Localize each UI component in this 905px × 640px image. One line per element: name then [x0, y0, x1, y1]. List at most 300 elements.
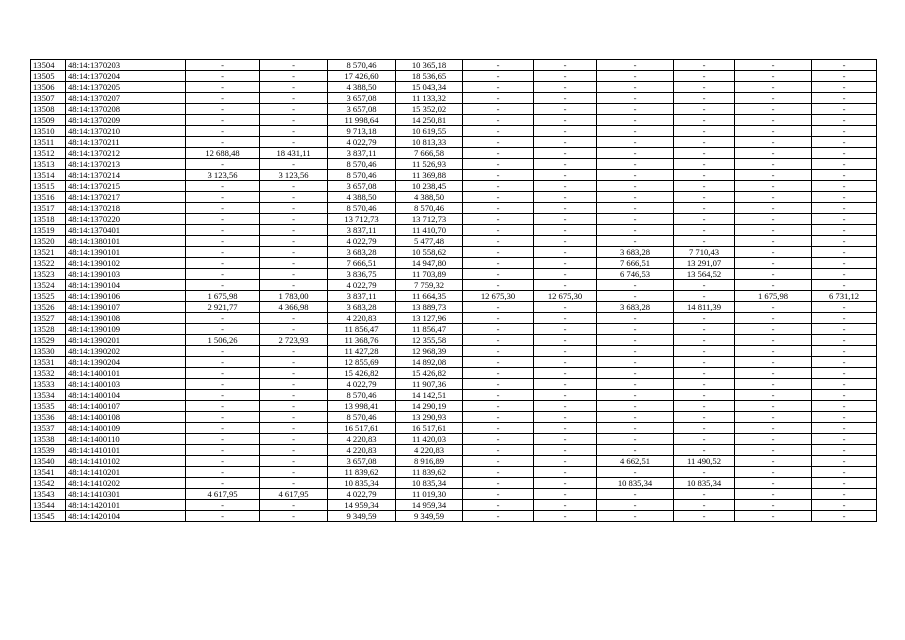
value-cell-6: -	[534, 148, 597, 159]
value-cell-9: -	[735, 170, 812, 181]
row-number-cell: 13512	[31, 148, 66, 159]
value-cell-3: 16 517,61	[328, 423, 396, 434]
value-cell-6: -	[534, 126, 597, 137]
cadastral-number-cell: 48:14:1390109	[66, 324, 186, 335]
value-cell-3: 3 657,08	[328, 181, 396, 192]
row-number-cell: 13519	[31, 225, 66, 236]
value-cell-5: -	[463, 280, 534, 291]
value-cell-7: -	[597, 236, 674, 247]
value-cell-10: -	[812, 104, 877, 115]
value-cell-8: -	[674, 71, 735, 82]
value-cell-5: -	[463, 203, 534, 214]
value-cell-10: -	[812, 434, 877, 445]
value-cell-9: -	[735, 225, 812, 236]
value-cell-5: -	[463, 467, 534, 478]
value-cell-5: -	[463, 126, 534, 137]
value-cell-6: -	[534, 214, 597, 225]
value-cell-8: 11 490,52	[674, 456, 735, 467]
value-cell-5: -	[463, 82, 534, 93]
value-cell-4: 14 250,81	[396, 115, 463, 126]
value-cell-4: 11 133,32	[396, 93, 463, 104]
value-cell-2: -	[260, 346, 328, 357]
row-number-cell: 13530	[31, 346, 66, 357]
table-row	[31, 225, 877, 236]
value-cell-9: -	[735, 203, 812, 214]
value-cell-2: -	[260, 313, 328, 324]
value-cell-4: 13 290,93	[396, 412, 463, 423]
value-cell-9: 1 675,98	[735, 291, 812, 302]
value-cell-5: -	[463, 170, 534, 181]
value-cell-8: 13 564,52	[674, 269, 735, 280]
value-cell-2: -	[260, 126, 328, 137]
value-cell-7: -	[597, 412, 674, 423]
cadastral-number-cell: 48:14:1390102	[66, 258, 186, 269]
value-cell-8: -	[674, 368, 735, 379]
value-cell-7: 3 683,28	[597, 247, 674, 258]
value-cell-7: 6 746,53	[597, 269, 674, 280]
value-cell-1: -	[186, 401, 260, 412]
value-cell-9: -	[735, 423, 812, 434]
value-cell-3: 14 959,34	[328, 500, 396, 511]
cadastral-number-cell: 48:14:1410301	[66, 489, 186, 500]
cadastral-number-cell: 48:14:1400104	[66, 390, 186, 401]
value-cell-5: -	[463, 93, 534, 104]
value-cell-3: 4 022,79	[328, 379, 396, 390]
value-cell-1: -	[186, 500, 260, 511]
value-cell-6: -	[534, 225, 597, 236]
row-number-cell: 13524	[31, 280, 66, 291]
table-row	[31, 159, 877, 170]
value-cell-3: 11 368,76	[328, 335, 396, 346]
value-cell-2: -	[260, 269, 328, 280]
value-cell-2: -	[260, 324, 328, 335]
value-cell-10: -	[812, 71, 877, 82]
table-row	[31, 291, 877, 302]
value-cell-8: -	[674, 335, 735, 346]
value-cell-2: -	[260, 258, 328, 269]
value-cell-7: -	[597, 324, 674, 335]
value-cell-2: -	[260, 192, 328, 203]
value-cell-9: -	[735, 159, 812, 170]
value-cell-6: -	[534, 269, 597, 280]
table-row	[31, 104, 877, 115]
value-cell-10: -	[812, 159, 877, 170]
value-cell-2: -	[260, 203, 328, 214]
value-cell-8: -	[674, 170, 735, 181]
table-row	[31, 258, 877, 269]
value-cell-4: 14 892,08	[396, 357, 463, 368]
value-cell-9: -	[735, 247, 812, 258]
value-cell-4: 13 712,73	[396, 214, 463, 225]
value-cell-5: -	[463, 423, 534, 434]
cadastral-number-cell: 48:14:1370401	[66, 225, 186, 236]
row-number-cell: 13541	[31, 467, 66, 478]
table-row	[31, 390, 877, 401]
table-row	[31, 203, 877, 214]
value-cell-5: -	[463, 148, 534, 159]
value-cell-9: -	[735, 445, 812, 456]
value-cell-7: -	[597, 137, 674, 148]
value-cell-3: 3 683,28	[328, 302, 396, 313]
value-cell-8: -	[674, 291, 735, 302]
value-cell-1: -	[186, 423, 260, 434]
value-cell-5: -	[463, 159, 534, 170]
value-cell-1: -	[186, 115, 260, 126]
value-cell-2: -	[260, 247, 328, 258]
value-cell-1: 3 123,56	[186, 170, 260, 181]
value-cell-4: 11 526,93	[396, 159, 463, 170]
value-cell-4: 11 856,47	[396, 324, 463, 335]
value-cell-2: -	[260, 390, 328, 401]
value-cell-9: -	[735, 500, 812, 511]
value-cell-3: 11 856,47	[328, 324, 396, 335]
value-cell-7: -	[597, 423, 674, 434]
value-cell-4: 5 477,48	[396, 236, 463, 247]
value-cell-3: 10 835,34	[328, 478, 396, 489]
value-cell-8: -	[674, 390, 735, 401]
table-row	[31, 313, 877, 324]
value-cell-2: -	[260, 467, 328, 478]
value-cell-4: 14 142,51	[396, 390, 463, 401]
value-cell-6: -	[534, 236, 597, 247]
value-cell-9: -	[735, 368, 812, 379]
value-cell-4: 4 220,83	[396, 445, 463, 456]
value-cell-1: -	[186, 368, 260, 379]
table-row	[31, 181, 877, 192]
cadastral-number-cell: 48:14:1370208	[66, 104, 186, 115]
value-cell-4: 14 947,80	[396, 258, 463, 269]
value-cell-10: -	[812, 302, 877, 313]
value-cell-2: -	[260, 115, 328, 126]
value-cell-4: 10 365,18	[396, 60, 463, 71]
value-cell-7: -	[597, 181, 674, 192]
value-cell-8: -	[674, 203, 735, 214]
value-cell-8: -	[674, 434, 735, 445]
value-cell-3: 4 388,50	[328, 192, 396, 203]
value-cell-2: 4 366,98	[260, 302, 328, 313]
value-cell-10: -	[812, 60, 877, 71]
table-row	[31, 115, 877, 126]
value-cell-1: -	[186, 93, 260, 104]
value-cell-8: -	[674, 93, 735, 104]
cadastral-number-cell: 48:14:1420101	[66, 500, 186, 511]
value-cell-4: 10 238,45	[396, 181, 463, 192]
value-cell-1: 4 617,95	[186, 489, 260, 500]
value-cell-10: -	[812, 511, 877, 522]
value-cell-10: -	[812, 148, 877, 159]
value-cell-1: 2 921,77	[186, 302, 260, 313]
value-cell-9: -	[735, 302, 812, 313]
value-cell-5: -	[463, 324, 534, 335]
value-cell-10: -	[812, 489, 877, 500]
table-row	[31, 137, 877, 148]
value-cell-10: -	[812, 456, 877, 467]
cadastral-number-cell: 48:14:1370203	[66, 60, 186, 71]
cadastral-number-cell: 48:14:1390202	[66, 346, 186, 357]
value-cell-4: 13 127,96	[396, 313, 463, 324]
value-cell-1: -	[186, 390, 260, 401]
cadastral-number-cell: 48:14:1400103	[66, 379, 186, 390]
value-cell-9: -	[735, 357, 812, 368]
value-cell-5: -	[463, 313, 534, 324]
row-number-cell: 13535	[31, 401, 66, 412]
value-cell-6: -	[534, 93, 597, 104]
value-cell-3: 3 837,11	[328, 148, 396, 159]
value-cell-5: -	[463, 346, 534, 357]
value-cell-2: -	[260, 500, 328, 511]
value-cell-6: -	[534, 203, 597, 214]
value-cell-7: -	[597, 313, 674, 324]
value-cell-4: 11 369,88	[396, 170, 463, 181]
row-number-cell: 13539	[31, 445, 66, 456]
cadastral-number-cell: 48:14:1370212	[66, 148, 186, 159]
value-cell-4: 15 426,82	[396, 368, 463, 379]
value-cell-9: -	[735, 148, 812, 159]
value-cell-6: -	[534, 456, 597, 467]
value-cell-8: -	[674, 225, 735, 236]
row-number-cell: 13526	[31, 302, 66, 313]
cadastral-number-cell: 48:14:1380101	[66, 236, 186, 247]
table-row	[31, 60, 877, 71]
value-cell-4: 11 703,89	[396, 269, 463, 280]
value-cell-8: -	[674, 357, 735, 368]
value-cell-4: 10 558,62	[396, 247, 463, 258]
table-row	[31, 500, 877, 511]
value-cell-8: -	[674, 379, 735, 390]
cadastral-value-table	[30, 59, 877, 522]
cadastral-number-cell: 48:14:1400109	[66, 423, 186, 434]
table-row	[31, 379, 877, 390]
value-cell-1: -	[186, 445, 260, 456]
value-cell-1: -	[186, 104, 260, 115]
table-row	[31, 192, 877, 203]
value-cell-7: 4 662,51	[597, 456, 674, 467]
cadastral-number-cell: 48:14:1410202	[66, 478, 186, 489]
value-cell-4: 11 410,70	[396, 225, 463, 236]
value-cell-5: -	[463, 368, 534, 379]
table-row	[31, 236, 877, 247]
value-cell-10: -	[812, 203, 877, 214]
value-cell-10: -	[812, 324, 877, 335]
value-cell-4: 7 759,32	[396, 280, 463, 291]
value-cell-10: 6 731,12	[812, 291, 877, 302]
value-cell-4: 15 043,34	[396, 82, 463, 93]
value-cell-7: -	[597, 346, 674, 357]
value-cell-7: -	[597, 401, 674, 412]
value-cell-1: -	[186, 137, 260, 148]
value-cell-7: -	[597, 379, 674, 390]
value-cell-5: -	[463, 379, 534, 390]
row-number-cell: 13520	[31, 236, 66, 247]
value-cell-2: -	[260, 181, 328, 192]
value-cell-2: -	[260, 93, 328, 104]
value-cell-9: -	[735, 181, 812, 192]
value-cell-7: -	[597, 280, 674, 291]
value-cell-3: 4 220,83	[328, 445, 396, 456]
value-cell-1: -	[186, 159, 260, 170]
table-row	[31, 445, 877, 456]
value-cell-4: 13 889,73	[396, 302, 463, 313]
value-cell-5: -	[463, 357, 534, 368]
value-cell-4: 16 517,61	[396, 423, 463, 434]
row-number-cell: 13508	[31, 104, 66, 115]
value-cell-6: -	[534, 313, 597, 324]
value-cell-6: -	[534, 379, 597, 390]
value-cell-8: -	[674, 181, 735, 192]
table-body	[31, 60, 877, 522]
row-number-cell: 13527	[31, 313, 66, 324]
value-cell-4: 14 290,19	[396, 401, 463, 412]
value-cell-10: -	[812, 445, 877, 456]
table-row	[31, 357, 877, 368]
value-cell-7: -	[597, 467, 674, 478]
table-row	[31, 456, 877, 467]
value-cell-2: -	[260, 225, 328, 236]
value-cell-10: -	[812, 93, 877, 104]
value-cell-7: 10 835,34	[597, 478, 674, 489]
value-cell-3: 4 388,50	[328, 82, 396, 93]
value-cell-5: -	[463, 478, 534, 489]
value-cell-7: 7 666,51	[597, 258, 674, 269]
value-cell-2: -	[260, 478, 328, 489]
value-cell-7: -	[597, 445, 674, 456]
value-cell-8: -	[674, 401, 735, 412]
value-cell-1: -	[186, 236, 260, 247]
row-number-cell: 13528	[31, 324, 66, 335]
value-cell-8: -	[674, 423, 735, 434]
value-cell-7: -	[597, 511, 674, 522]
value-cell-4: 18 536,65	[396, 71, 463, 82]
cadastral-number-cell: 48:14:1370218	[66, 203, 186, 214]
value-cell-1: -	[186, 478, 260, 489]
value-cell-7: -	[597, 214, 674, 225]
value-cell-6: -	[534, 82, 597, 93]
value-cell-3: 3 837,11	[328, 291, 396, 302]
row-number-cell: 13542	[31, 478, 66, 489]
value-cell-3: 3 657,08	[328, 104, 396, 115]
value-cell-10: -	[812, 280, 877, 291]
value-cell-10: -	[812, 181, 877, 192]
value-cell-9: -	[735, 115, 812, 126]
row-number-cell: 13506	[31, 82, 66, 93]
value-cell-10: -	[812, 467, 877, 478]
value-cell-2: -	[260, 71, 328, 82]
value-cell-10: -	[812, 368, 877, 379]
value-cell-9: -	[735, 467, 812, 478]
value-cell-6: -	[534, 423, 597, 434]
value-cell-7: -	[597, 291, 674, 302]
value-cell-6: -	[534, 137, 597, 148]
value-cell-5: -	[463, 511, 534, 522]
value-cell-2: -	[260, 434, 328, 445]
value-cell-10: -	[812, 115, 877, 126]
value-cell-3: 9 349,59	[328, 511, 396, 522]
value-cell-1: -	[186, 258, 260, 269]
table-row	[31, 467, 877, 478]
value-cell-3: 3 657,08	[328, 456, 396, 467]
value-cell-2: -	[260, 137, 328, 148]
value-cell-3: 3 836,75	[328, 269, 396, 280]
table-row	[31, 247, 877, 258]
value-cell-2: -	[260, 104, 328, 115]
cadastral-number-cell: 48:14:1370217	[66, 192, 186, 203]
value-cell-2: -	[260, 445, 328, 456]
value-cell-9: -	[735, 192, 812, 203]
value-cell-9: -	[735, 401, 812, 412]
value-cell-4: 9 349,59	[396, 511, 463, 522]
value-cell-3: 13 998,41	[328, 401, 396, 412]
value-cell-3: 13 712,73	[328, 214, 396, 225]
value-cell-2: 1 783,00	[260, 291, 328, 302]
value-cell-5: -	[463, 500, 534, 511]
value-cell-1: -	[186, 71, 260, 82]
cadastral-number-cell: 48:14:1390103	[66, 269, 186, 280]
value-cell-7: -	[597, 159, 674, 170]
row-number-cell: 13514	[31, 170, 66, 181]
value-cell-3: 8 570,46	[328, 390, 396, 401]
row-number-cell: 13505	[31, 71, 66, 82]
value-cell-10: -	[812, 137, 877, 148]
value-cell-2: 4 617,95	[260, 489, 328, 500]
value-cell-1: -	[186, 456, 260, 467]
value-cell-7: -	[597, 60, 674, 71]
value-cell-6: -	[534, 357, 597, 368]
value-cell-10: -	[812, 313, 877, 324]
value-cell-1: -	[186, 412, 260, 423]
value-cell-2: -	[260, 60, 328, 71]
value-cell-2: -	[260, 82, 328, 93]
value-cell-8: -	[674, 500, 735, 511]
cadastral-number-cell: 48:14:1370211	[66, 137, 186, 148]
value-cell-10: -	[812, 214, 877, 225]
value-cell-6: -	[534, 247, 597, 258]
value-cell-5: -	[463, 258, 534, 269]
cadastral-number-cell: 48:14:1370210	[66, 126, 186, 137]
value-cell-8: -	[674, 82, 735, 93]
value-cell-3: 8 570,46	[328, 159, 396, 170]
value-cell-5: -	[463, 181, 534, 192]
value-cell-2: 2 723,93	[260, 335, 328, 346]
row-number-cell: 13543	[31, 489, 66, 500]
value-cell-6: -	[534, 104, 597, 115]
cadastral-number-cell: 48:14:1410201	[66, 467, 186, 478]
cadastral-number-cell: 48:14:1390106	[66, 291, 186, 302]
value-cell-5: -	[463, 115, 534, 126]
table-row	[31, 82, 877, 93]
value-cell-5: -	[463, 456, 534, 467]
value-cell-3: 12 855,69	[328, 357, 396, 368]
value-cell-3: 7 666,51	[328, 258, 396, 269]
cadastral-number-cell: 48:14:1410102	[66, 456, 186, 467]
value-cell-10: -	[812, 412, 877, 423]
value-cell-10: -	[812, 269, 877, 280]
value-cell-4: 11 839,62	[396, 467, 463, 478]
value-cell-6: -	[534, 159, 597, 170]
value-cell-3: 3 657,08	[328, 93, 396, 104]
value-cell-10: -	[812, 82, 877, 93]
value-cell-9: -	[735, 390, 812, 401]
table-row	[31, 478, 877, 489]
value-cell-9: -	[735, 93, 812, 104]
value-cell-3: 4 022,79	[328, 280, 396, 291]
table-row	[31, 511, 877, 522]
value-cell-7: -	[597, 104, 674, 115]
cadastral-number-cell: 48:14:1400110	[66, 434, 186, 445]
value-cell-3: 8 570,46	[328, 170, 396, 181]
table-row	[31, 489, 877, 500]
value-cell-3: 11 998,64	[328, 115, 396, 126]
value-cell-8: -	[674, 192, 735, 203]
